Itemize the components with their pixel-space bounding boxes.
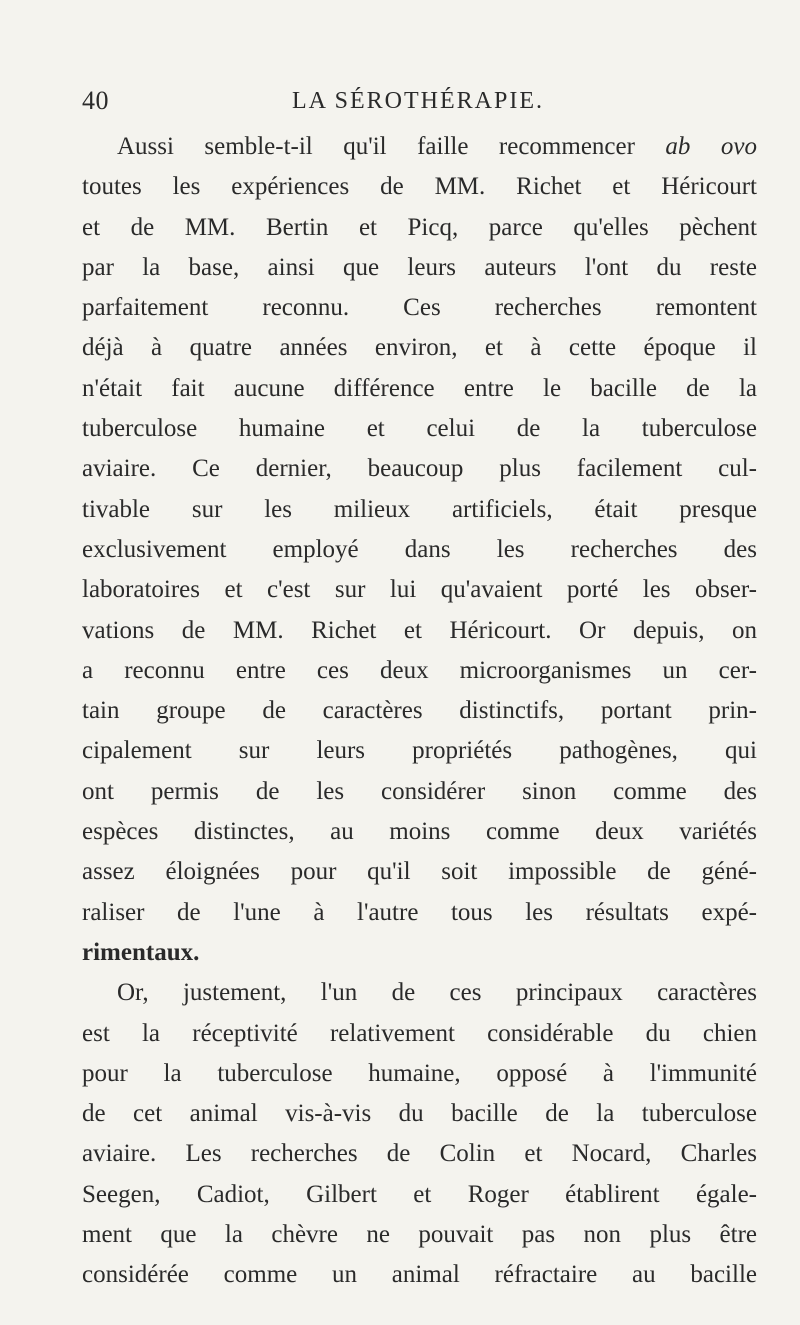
text-line: raliser de l'une à l'autre tous les résultats expé- [82,898,757,926]
text-line: tivable sur les milieux artificiels, était presque [82,495,757,523]
text-line: aviaire. Ce dernier, beaucoup plus facilement cul- [82,455,757,483]
text-line: toutes les expériences de MM. Richet et Héricourt [82,173,757,201]
text-line: et de MM. Bertin et Picq, parce qu'elles pèchent [82,213,757,241]
text-line: vations de MM. Richet et Héricourt. Or depuis, on [82,616,757,644]
italic-phrase: ab ovo [665,133,757,160]
text-line: exclusivement employé dans les recherches des [82,535,757,563]
page-header [82,86,718,126]
text-line: Or, justement, l'un de ces principaux caractères [117,979,757,1007]
text-line: considérée comme un animal réfractaire au bacille [82,1261,757,1289]
body-text [82,127,757,1296]
text-line: ont permis de les considérer sinon comme des [82,777,757,805]
text-line: a reconnu entre ces deux microorganismes un cer- [82,656,757,684]
text-line: n'était fait aucune différence entre le bacille de la [82,374,757,402]
text-line: de cet animal vis-à-vis du bacille de la tuberculose [82,1100,757,1128]
text-line: déjà à quatre années environ, et à cette époque il [82,334,757,362]
text-line: ment que la chèvre ne pouvait pas non plus être [82,1221,757,1249]
text-line: parfaitement reconnu. Ces recherches remontent [82,294,757,322]
text-line: aviaire. Les recherches de Colin et Nocard, Charles [82,1140,757,1168]
text-line: laboratoires et c'est sur lui qu'avaient porté les obser- [82,576,757,604]
text-line: cipalement sur leurs propriétés pathogènes, qui [82,737,757,765]
text-line: espèces distinctes, au moins comme deux variétés [82,818,757,846]
text-line: tuberculose humaine et celui de la tuberculose [82,415,757,443]
text-line: rimentaux. [82,938,200,966]
running-title: LA SÉROTHÉRAPIE. [292,88,545,114]
text-line: tain groupe de caractères distinctifs, portant prin- [82,697,757,725]
text-line: pour la tuberculose humaine, opposé à l'immunité [82,1059,757,1087]
page-number: 40 [82,86,109,115]
text-line: est la réceptivité relativement considérable du chien [82,1019,757,1047]
text-line: par la base, ainsi que leurs auteurs l'ont du reste [82,253,757,281]
text-line [82,127,757,167]
text-line: assez éloignées pour qu'il soit impossible de géné- [82,858,757,886]
text-line: Seegen, Cadiot, Gilbert et Roger établirent égale- [82,1180,757,1208]
text-run: Aussi semble-t-il qu'il faille recommencer [117,133,666,160]
